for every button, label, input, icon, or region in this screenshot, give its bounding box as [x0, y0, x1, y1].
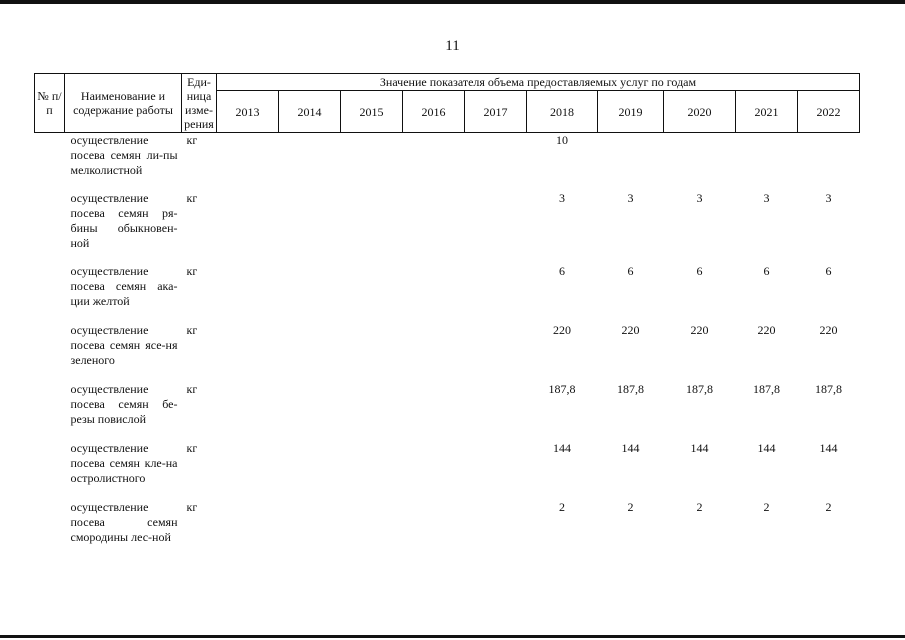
work-name: осуществление посева семян бе-резы повислой — [70, 382, 178, 426]
header-years-group: Значение показателя объема предоставляемых услуг по годам — [217, 74, 860, 91]
unit: кг — [186, 323, 198, 337]
work-name: осуществление посева семян смородины лес-ной — [70, 500, 178, 544]
value-cell: 2 — [627, 500, 634, 514]
unit: кг — [186, 382, 198, 396]
value-cell — [403, 264, 465, 323]
value-cell — [664, 133, 736, 192]
value-cell: 3 — [559, 191, 565, 205]
row-number — [35, 133, 65, 192]
value-cell: 3 — [763, 191, 770, 205]
value-cell: 6 — [627, 264, 634, 278]
value-cell — [279, 191, 341, 264]
value-cell: 2 — [696, 500, 703, 514]
value-cell — [598, 133, 664, 192]
table-row — [35, 500, 860, 560]
work-name: осуществление посева семян ясе-ня зеленого — [70, 323, 178, 367]
value-cell: 3 — [627, 191, 634, 205]
table-row — [35, 323, 860, 382]
row-number — [35, 264, 65, 323]
value-cell — [279, 323, 341, 382]
value-cell: 187,8 — [686, 382, 713, 396]
header-year: 2022 — [798, 91, 860, 133]
header-year: 2020 — [664, 91, 736, 133]
value-cell: 6 — [559, 264, 565, 278]
header-year: 2014 — [279, 91, 341, 133]
row-number — [35, 323, 65, 382]
value-cell: 220 — [553, 323, 571, 337]
work-name: осуществление посева семян ака-ции желтой — [70, 264, 178, 308]
header-year: 2015 — [341, 91, 403, 133]
value-cell: 220 — [819, 323, 838, 337]
value-cell — [465, 191, 527, 264]
work-name: осуществление посева семян ря-бины обыкновен-ной — [70, 191, 178, 250]
value-cell — [217, 500, 279, 560]
value-cell — [341, 191, 403, 264]
value-cell — [465, 382, 527, 441]
value-cell — [403, 500, 465, 560]
value-cell — [465, 441, 527, 500]
value-cell: 187,8 — [548, 382, 576, 396]
value-cell — [403, 191, 465, 264]
row-number — [35, 500, 65, 560]
value-cell — [217, 264, 279, 323]
value-cell — [279, 500, 341, 560]
value-cell — [341, 382, 403, 441]
header-number: № п/п — [35, 74, 65, 133]
services-volume-table — [34, 73, 860, 560]
header-year: 2021 — [736, 91, 798, 133]
value-cell — [465, 133, 527, 192]
unit: кг — [186, 191, 198, 205]
value-cell — [403, 441, 465, 500]
value-cell — [341, 441, 403, 500]
value-cell: 220 — [621, 323, 640, 337]
unit: кг — [186, 500, 198, 514]
value-cell: 220 — [757, 323, 776, 337]
value-cell — [217, 382, 279, 441]
value-cell — [403, 323, 465, 382]
value-cell — [403, 382, 465, 441]
header-year: 2019 — [598, 91, 664, 133]
value-cell — [341, 500, 403, 560]
table-row — [35, 264, 860, 323]
value-cell: 144 — [690, 441, 709, 455]
value-cell: 2 — [825, 500, 832, 514]
header-year: 2013 — [217, 91, 279, 133]
value-cell — [736, 133, 798, 192]
row-number — [35, 441, 65, 500]
value-cell — [217, 323, 279, 382]
value-cell: 3 — [825, 191, 832, 205]
value-cell — [798, 133, 860, 192]
top-border-line — [0, 0, 905, 4]
table-row — [35, 441, 860, 500]
value-cell: 187,8 — [815, 382, 842, 396]
row-number — [35, 382, 65, 441]
value-cell: 2 — [763, 500, 770, 514]
header-year: 2017 — [465, 91, 527, 133]
value-cell — [465, 500, 527, 560]
unit: кг — [186, 133, 198, 147]
table-row — [35, 191, 860, 264]
value-cell: 220 — [690, 323, 709, 337]
value-cell — [465, 323, 527, 382]
value-cell: 2 — [559, 500, 565, 514]
header-unit: Еди-ница изме-рения — [182, 74, 217, 133]
value-cell — [217, 133, 279, 192]
value-cell: 144 — [757, 441, 776, 455]
value-cell — [279, 264, 341, 323]
value-cell — [341, 264, 403, 323]
value-cell — [217, 441, 279, 500]
bottom-border-line — [0, 635, 905, 638]
value-cell: 144 — [621, 441, 640, 455]
table-row — [35, 382, 860, 441]
header-work-name: Наименование и содержание работы — [65, 74, 182, 133]
value-cell: 10 — [556, 133, 568, 147]
unit: кг — [186, 264, 198, 278]
value-cell: 6 — [825, 264, 832, 278]
table-row — [35, 133, 860, 192]
value-cell — [403, 133, 465, 192]
value-cell: 187,8 — [753, 382, 780, 396]
value-cell: 144 — [819, 441, 838, 455]
value-cell — [279, 133, 341, 192]
page-number: 11 — [445, 38, 460, 54]
value-cell: 144 — [553, 441, 571, 455]
unit: кг — [186, 441, 198, 455]
work-name: осуществление посева семян ли-пы мелколистной — [70, 133, 178, 177]
header-year: 2018 — [527, 91, 598, 133]
value-cell — [341, 323, 403, 382]
value-cell: 3 — [696, 191, 703, 205]
work-name: осуществление посева семян кле-на остролистного — [70, 441, 178, 485]
value-cell — [279, 382, 341, 441]
row-number — [35, 191, 65, 264]
value-cell: 6 — [763, 264, 770, 278]
value-cell — [465, 264, 527, 323]
value-cell — [279, 441, 341, 500]
value-cell: 6 — [696, 264, 703, 278]
value-cell — [217, 191, 279, 264]
header-year: 2016 — [403, 91, 465, 133]
value-cell — [341, 133, 403, 192]
value-cell: 187,8 — [617, 382, 644, 396]
